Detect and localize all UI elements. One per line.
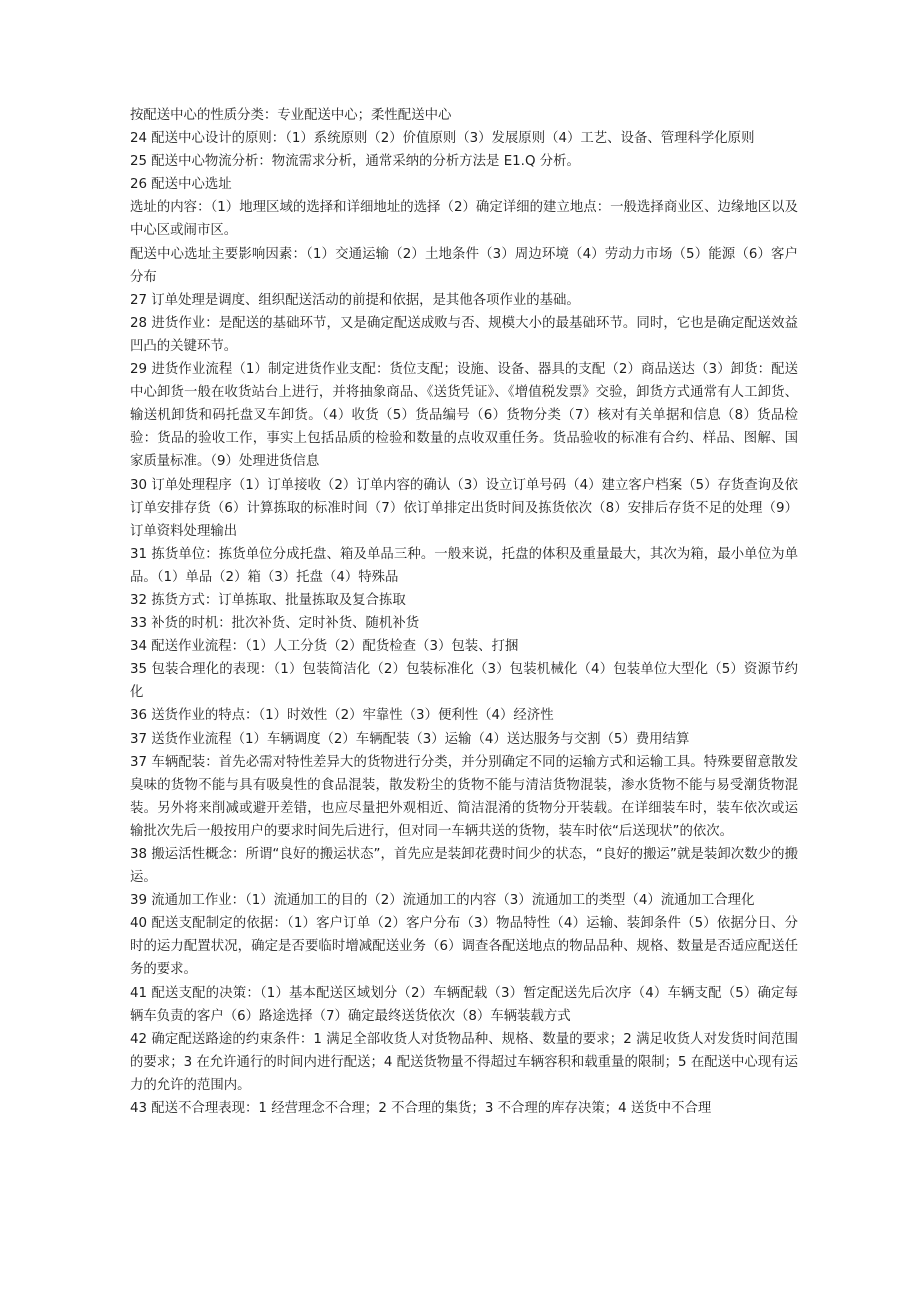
paragraph-32-picking-method: 32 拣货方式：订单拣取、批量拣取及复合拣取 [130,592,406,608]
paragraph-36-delivery-features: 36 送货作业的特点：（1）时效性（2）牢靠性（3）便利性（4）经济性 [130,708,554,724]
paragraph-classification-by-nature: 按配送中心的性质分类：专业配送中心；柔性配送中心 [130,108,452,123]
paragraph-40-plan-basis: 40 配送支配制定的依据：（1）客户订单（2）客户分布（3）物品特性（4）运输、装卸条件（5）依据分日、分时的运力配置状况，确定是否要临时增减配送业务（6）调查各配送地点的物品品种、规格、数量是否适应配送任务的要求。 [130,916,798,978]
paragraph-37-delivery-flow: 37 送货作业流程（1）车辆调度（2）车辆配装（3）运输（4）送达服务与交割（5）费用结算 [130,731,690,747]
paragraph-site-selection-factors: 配送中心选址主要影响因素：（1）交通运输（2）土地条件（3）周边环境（4）劳动力市场（5）能源（6）客户分布 [130,246,798,285]
paragraph-38-handling-activity: 38 搬运活性概念：所谓“良好的搬运状态”，首先应是装卸花费时间少的状态，“良好的搬运”就是装卸次数少的搬运。 [130,847,798,886]
paragraph-26-site-selection-heading: 26 配送中心选址 [130,177,232,193]
paragraph-43-irrational-delivery: 43 配送不合理表现：1 经营理念不合理；2 不合理的集货；3 不合理的库存决策；4 送货中不合理 [130,1101,712,1117]
document-page [130,104,798,1120]
paragraph-31-picking-unit: 31 拣货单位：拣货单位分成托盘、箱及单品三种。一般来说，托盘的体积及重量最大，其次为箱，最小单位为单品。（1）单品（2）箱（3）托盘（4）特殊品 [130,546,798,585]
paragraph-42-route-constraints: 42 确定配送路途的约束条件：1 满足全部收货人对货物品种、规格、数量的要求；2 满足收货人对发货时间范围的要求；3 在允许通行的时间内进行配送；4 配送货物量不得超过车辆容积和载重量的限制；5 在配送中心现有运力的允许的范围内。 [130,1031,798,1093]
paragraph-41-plan-decisions: 41 配送支配的决策：（1）基本配送区域划分（2）车辆配载（3）暂定配送先后次序（4）车辆支配（5）确定每辆车负责的客户（6）路途选择（7）确定最终送货依次（8）车辆装载方式 [130,985,798,1024]
paragraph-27-order-processing: 27 订单处理是调度、组织配送活动的前提和依据，是其他各项作业的基础。 [130,292,580,308]
paragraph-39-processing: 39 流通加工作业：（1）流通加工的目的（2）流通加工的内容（3）流通加工的类型（4）流通加工合理化 [130,893,755,909]
paragraph-28-receiving-operation: 28 进货作业：是配送的基础环节，又是确定配送成败与否、规模大小的最基础环节。同时，它也是确定配送效益凹凸的关键环节。 [130,315,798,354]
paragraph-35-packaging: 35 包装合理化的表现：（1）包装简洁化（2）包装标准化（3）包装机械化（4）包装单位大型化（5）资源节约化 [130,662,798,701]
paragraph-34-distribution-flow: 34 配送作业流程：（1）人工分货（2）配货检查（3）包装、打捆 [130,639,519,655]
paragraph-29-receiving-process: 29 进货作业流程（1）制定进货作业支配：货位支配；设施、设备、器具的支配（2）商品送达（3）卸货：配送中心卸货一般在收货站台上进行，并将抽象商品、《送货凭证》、《增值税发票》交验，卸货方式通常有人工卸货、输送机卸货和码托盘叉车卸货。（4）收货（5）货品编号（6）货物分类（7）核对有关单据和信息（8）货品检验：货品的验收工作，事实上包括品质的检验和数量的点收双重任务。货品验收的标准有合约、样品、图解、国家质量标准。（9）处理进货信息 [130,362,798,470]
paragraph-30-order-procedure: 30 订单处理程序（1）订单接收（2）订单内容的确认（3）设立订单号码（4）建立客户档案（5）存货查询及依订单安排存货（6）计算拣取的标准时间（7）依订单排定出货时间及拣货依次（8）安排后存货不足的处理（9）订单资料处理输出 [130,477,798,539]
paragraph-25-logistics-analysis: 25 配送中心物流分析：物流需求分析，通常采纳的分析方法是 E1.Q 分析。 [130,154,580,170]
paragraph-24-design-principles: 24 配送中心设计的原则：（1）系统原则（2）价值原则（3）发展原则（4）工艺、设备、管理科学化原则 [130,131,755,147]
paragraph-site-selection-content: 选址的内容：（1）地理区域的选择和详细地址的选择（2）确定详细的建立地点：一般选择商业区、边缘地区以及中心区或闹市区。 [130,200,798,239]
paragraph-33-replenishment-timing: 33 补货的时机：批次补货、定时补货、随机补货 [130,616,420,632]
paragraph-37-vehicle-loading: 37 车辆配装：首先必需对特性差异大的货物进行分类，并分别确定不同的运输方式和运输工具。特殊要留意散发臭味的货物不能与具有吸臭性的食品混装，散发粉尘的货物不能与清洁货物混装，渗水货物不能与易受潮货物混装。另外将来削减或避开差错，也应尽量把外观相近、简洁混淆的货物分开装载。在详细装车时，装车依次或运输批次先后一般按用户的要求时间先后进行，但对同一车辆共送的货物，装车时依“后送现状”的依次。 [130,754,798,839]
